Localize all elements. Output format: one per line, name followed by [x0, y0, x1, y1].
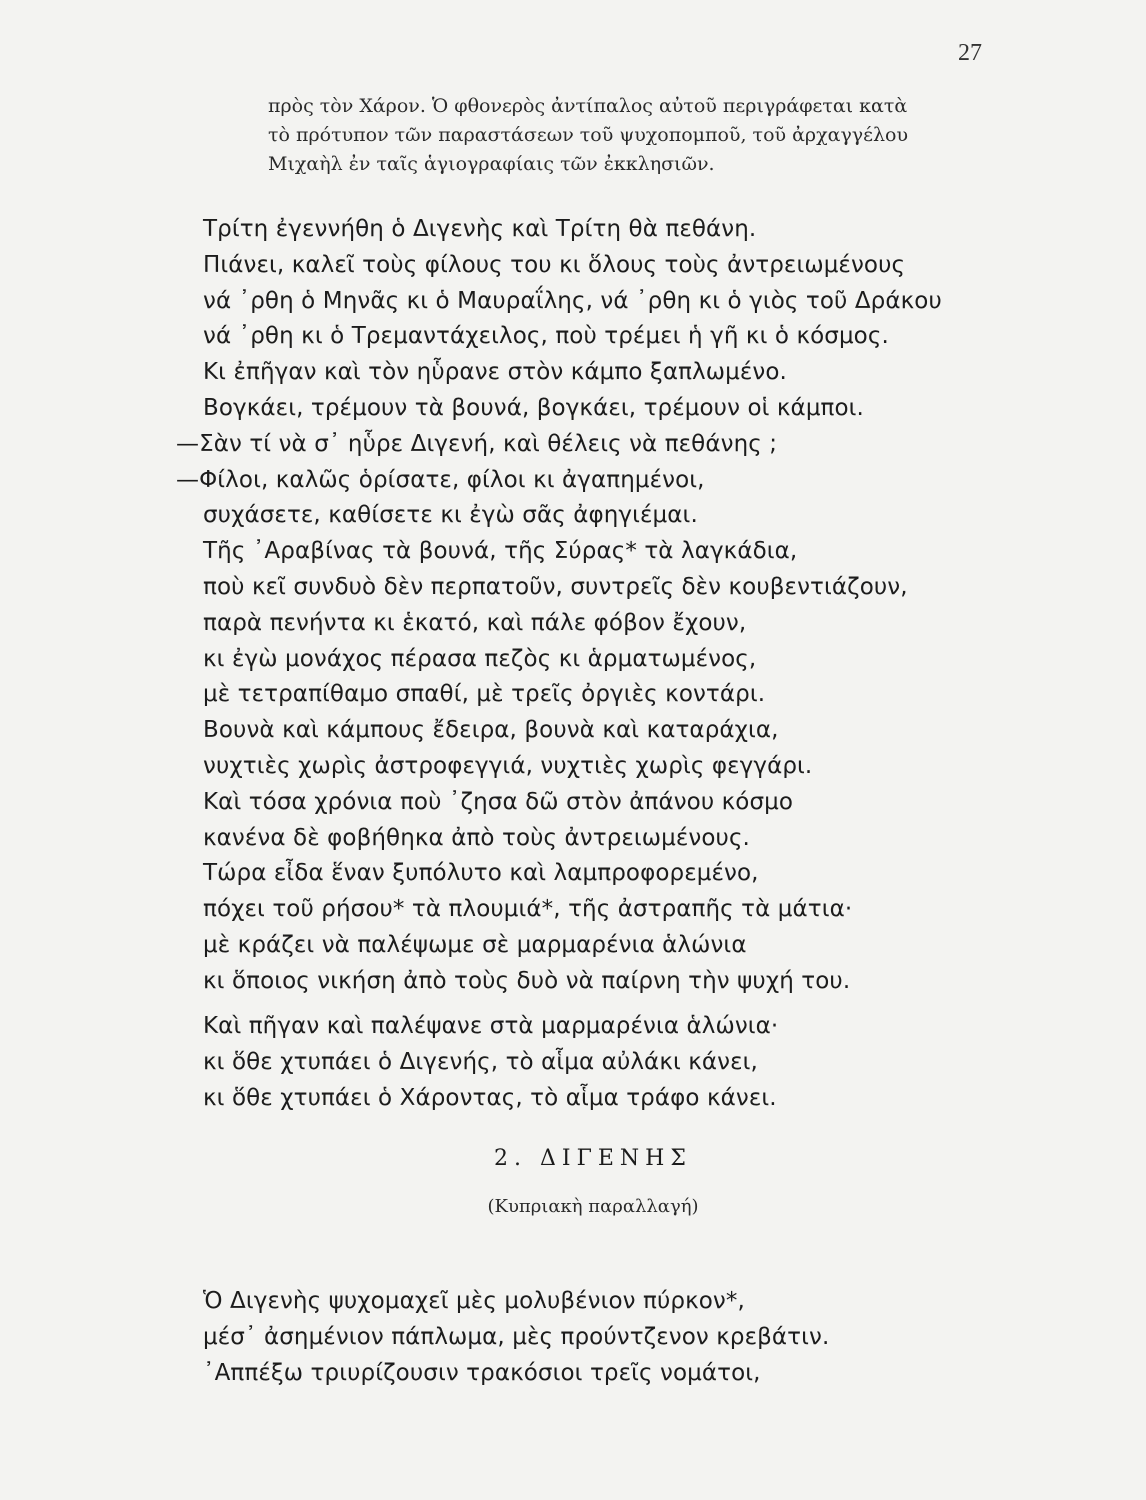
poem-stanza-2	[0, 1009, 1146, 1116]
verse-line: Καὶ τόσα χρόνια ποὺ ᾽ζησα δῶ στὸν ἀπάνου κόσμο	[203, 788, 794, 815]
section-subtitle: (Κυπριακὴ παραλλαγή)	[487, 1196, 699, 1217]
poem-stanza-3	[0, 1284, 1146, 1391]
verse-line-dialogue: —Φίλοι, καλῶς ὁρίσατε, φίλοι κι ἀγαπημένοι,	[176, 466, 705, 493]
verse-line: Τώρα εἶδα ἕναν ξυπόλυτο καὶ λαμπροφορεμένο,	[203, 860, 759, 887]
verse-line: μὲ κράζει νὰ παλέψωμε σὲ μαρμαρένια ἁλώνια	[203, 931, 747, 958]
verse-line: Καὶ πῆγαν καὶ παλέψανε στὰ μαρμαρένια ἁλώνια·	[203, 1013, 779, 1039]
verse-line: Πιάνει, καλεῖ τοὺς φίλους του κι ὅλους τοὺς ἀντρειωμένους	[203, 251, 906, 278]
verse-line: Τρίτη ἐγεννήθη ὁ Διγενὴς καὶ Τρίτη θὰ πεθάνη.	[203, 216, 757, 242]
verse-line: Βογκάει, τρέμουν τὰ βουνά, βογκάει, τρέμουν οἱ κάμποι.	[203, 394, 864, 421]
verse-line: συχάσετε, καθίσετε κι ἐγὼ σᾶς ἀφηγιέμαι.	[203, 502, 698, 529]
verse-line: νυχτιὲς χωρὶς ἀστροφεγγιά, νυχτιὲς χωρὶς φεγγάρι.	[203, 752, 813, 779]
verse-line: Ὁ Διγενὴς ψυχομαχεῖ μὲς μολυβένιον πύρκον*,	[203, 1288, 745, 1314]
verse-line: μέσ᾽ ἀσημένιον πάπλωμα, μὲς προύντζενον κρεβάτιν.	[203, 1323, 830, 1350]
verse-line: Τῆς ᾽Αραβίνας τὰ βουνά, τῆς Σύρας* τὰ λαγκάδια,	[203, 538, 798, 565]
verse-line: ποὺ κεῖ συνδυὸ δὲν περπατοῦν, συντρεῖς δὲν κουβεντιάζουν,	[203, 573, 908, 600]
verse-line: μὲ τετραπίθαμο σπαθί, μὲ τρεῖς ὀργιὲς κοντάρι.	[203, 681, 766, 708]
note-line: τὸ πρότυπον τῶν παραστάσεων τοῦ ψυχοπομποῦ, τοῦ ἀρχαγγέλου	[268, 124, 909, 146]
verse-line: κι ὅποιος νικήση ἀπὸ τοὺς δυὸ νὰ παίρνη τὴν ψυχή του.	[203, 967, 851, 994]
footnote-continuation	[268, 92, 1008, 179]
verse-line: κι ὅθε χτυπάει ὁ Χάροντας, τὸ αἷμα τράφο κάνει.	[203, 1084, 777, 1111]
section-heading: 2. ΔΙΓΕΝΗΣ	[494, 1146, 692, 1171]
note-line: πρὸς τὸν Χάρον. Ὁ φθονερὸς ἀντίπαλος αὐτοῦ περιγράφεται κατὰ	[268, 95, 908, 117]
verse-line: παρὰ πενήντα κι ἑκατό, καὶ πάλε φόβον ἔχουν,	[203, 609, 747, 636]
verse-line: νά ᾽ρθη ὁ Μηνᾶς κι ὁ Μαυραΐλης, νά ᾽ρθη κι ὁ γιὸς τοῦ Δράκου	[203, 287, 942, 314]
note-line: Μιχαὴλ ἐν ταῖς ἁγιογραφίαις τῶν ἐκκλησιῶν.	[268, 153, 715, 175]
verse-line: κανένα δὲ φοβήθηκα ἀπὸ τοὺς ἀντρειωμένους.	[203, 824, 750, 851]
verse-line: κι ἐγὼ μονάχος πέρασα πεζὸς κι ἁρματωμένος,	[203, 645, 757, 672]
verse-line: νά ᾽ρθη κι ὁ Τρεμαντάχειλος, ποὺ τρέμει ἡ γῆ κι ὁ κόσμος.	[203, 323, 889, 350]
verse-line: Βουνὰ καὶ κάμπους ἔδειρα, βουνὰ καὶ καταράχια,	[203, 717, 779, 744]
verse-line: κι ὅθε χτυπάει ὁ Διγενής, τὸ αἷμα αὐλάκι κάνει,	[203, 1048, 758, 1075]
verse-line: Κι ἐπῆγαν καὶ τὸν ηὗρανε στὸν κάμπο ξαπλωμένο.	[203, 359, 787, 386]
verse-line: πόχει τοῦ ρήσου* τὰ πλουμιά*, τῆς ἀστραπῆς τὰ μάτια·	[203, 896, 853, 923]
poem-stanza-1	[0, 212, 1146, 1000]
page-number: 27	[958, 40, 982, 66]
verse-line: ᾽Αππέξω τριυρίζουσιν τρακόσιοι τρεῖς νομάτοι,	[203, 1359, 761, 1386]
verse-line-dialogue: —Σὰν τί νὰ σ᾽ ηὗρε Διγενή, καὶ θέλεις νὰ πεθάνης ;	[176, 430, 778, 457]
